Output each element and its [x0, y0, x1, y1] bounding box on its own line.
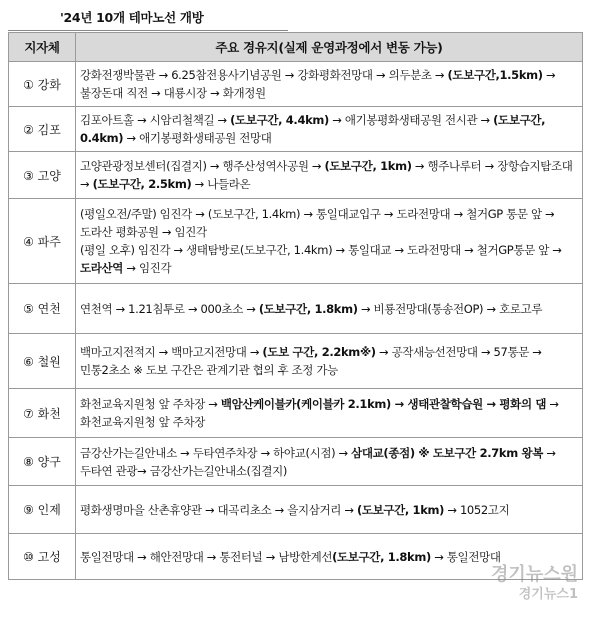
route-segment: 통일전망대 → 해안전망대 → 통전터널 → 남방한계선: [80, 549, 333, 564]
route-segment-walking: (도보구간,1.5km): [447, 68, 543, 82]
region-cell: ③ 고양: [9, 152, 76, 199]
route-segment: 고양관광정보센터(집결지) → 행주산성역사공원 →: [80, 159, 325, 173]
theme-route-table: [8, 32, 583, 580]
region-cell: ⑦ 화천: [9, 389, 76, 438]
route-segment: 평화생명마을 산촌휴양관 → 대곡리초소 → 을지삼거리 →: [80, 502, 357, 517]
route-line: [80, 205, 578, 241]
route-line: [80, 66, 578, 102]
route-segment: 금강산가는길안내소 → 두타연주차장 → 하야교(시점) →: [80, 445, 352, 460]
table-row: [9, 334, 583, 389]
route-cell: [76, 486, 583, 534]
table-header-row: [9, 33, 583, 62]
region-cell: ② 김포: [9, 107, 76, 152]
header-region: 지자체: [9, 33, 76, 62]
page-title: '24년 10개 테마노선 개방: [60, 10, 204, 25]
route-segment-walking: 삼대교(종점) ※ 도보구간 2.7km 왕복: [351, 445, 544, 460]
route-segment: (평일 오후) 임진각 → 생태탐방로(도보구간, 1.4km) → 통일대교 → 도라전망대 → 철거GP통문 앞 →: [80, 243, 562, 257]
region-cell: ⑧ 양구: [9, 438, 76, 486]
watermark: [491, 565, 578, 605]
route-segment: → 두타연 관광→ 금강산가는길안내소(집결지): [80, 445, 556, 478]
table-row: [9, 438, 583, 486]
route-segment-walking: (도보구간, 1km): [324, 159, 412, 173]
route-line: [80, 548, 578, 566]
route-segment-walking: (도보구간, 1km): [356, 502, 445, 517]
region-cell: ④ 파주: [9, 199, 76, 284]
route-cell: [76, 199, 583, 284]
route-segment: 김포아트홀 → 시암리철책길 →: [80, 113, 231, 127]
route-line: [80, 300, 578, 318]
route-segment: → 나들라온: [191, 177, 251, 191]
route-segment: → 통일전망대: [430, 549, 501, 564]
route-cell: [76, 152, 583, 199]
route-segment: →화천교육지원청 앞 주차장: [80, 397, 559, 429]
route-line: [80, 343, 578, 379]
route-cell: [76, 389, 583, 438]
table-row: [9, 284, 583, 334]
title-underline: [8, 30, 288, 31]
header-route: 주요 경유지(실제 운영과정에서 변동 가능): [76, 33, 583, 62]
watermark-line2: 경기뉴스1: [518, 587, 578, 602]
route-segment: → 불장돈대 직전 → 대룡시장 → 화개정원: [80, 68, 556, 100]
route-segment: 화천교육지원청 앞 주차장 →: [80, 397, 221, 411]
route-segment-walking: (도보구간, 1.8km): [258, 301, 358, 316]
route-segment-walking: 백암산케이블카(케이블카 2.1km) → 생태관찰학습원 → 평화의 댐: [220, 397, 547, 411]
route-line: [80, 157, 578, 193]
region-cell: ⑤ 연천: [9, 284, 76, 334]
table-row: [9, 62, 583, 107]
region-cell: ⑩ 고성: [9, 534, 76, 580]
route-segment: 연천역 → 1.21침투로 → 000초소 →: [80, 301, 259, 316]
table-row: [9, 389, 583, 438]
table-row: [9, 107, 583, 152]
route-segment-walking: (도보 구간, 2.2km※): [262, 345, 376, 359]
route-segment: 강화전쟁박물관 → 6.25참전용사기념공원 → 강화평화전망대 → 의두분초 →: [80, 68, 448, 82]
route-cell: [76, 284, 583, 334]
route-segment: → 공작새능선전망대 → 57통문 → 민통2초소 ※ 도보 구간은 관계기관 협의 후 조정 가능: [80, 345, 542, 377]
route-cell: [76, 334, 583, 389]
route-segment: → 애기봉평화생태공원 전시관 →: [328, 113, 494, 127]
route-segment: 백마고지전적지 → 백마고지전망대 →: [80, 345, 263, 359]
route-segment-walking: 도라산역: [80, 261, 124, 275]
route-segment-walking: (도보구간, 1.8km): [332, 549, 431, 564]
route-segment: → 임진각: [123, 261, 172, 275]
route-line: [80, 444, 578, 480]
route-segment-walking: (도보구간, 4.4km): [230, 113, 329, 127]
watermark-line1: 경기뉴스원: [491, 564, 578, 585]
table-row: [9, 486, 583, 534]
route-segment: → 애기봉평화생태공원 전망대: [123, 131, 272, 145]
route-line: [80, 395, 578, 431]
route-segment-walking: (도보구간, 2.5km): [92, 177, 192, 191]
route-line: [80, 241, 578, 277]
route-segment: → 비룡전망대(통송전OP) → 호로고루: [357, 301, 543, 316]
table-row: [9, 199, 583, 284]
route-segment: → 1052고지: [444, 502, 510, 517]
route-cell: [76, 107, 583, 152]
route-line: [80, 501, 578, 519]
route-segment: → 행주나루터 → 장항습지탐조대 →: [80, 159, 573, 191]
route-segment-walking: (도보구간, 0.4km): [80, 113, 546, 145]
route-cell: [76, 62, 583, 107]
region-cell: ① 강화: [9, 62, 76, 107]
region-cell: ⑥ 철원: [9, 334, 76, 389]
route-cell: [76, 438, 583, 486]
table-row: [9, 152, 583, 199]
route-segment: (평일오전/주말) 임진각 → (도보구간, 1.4km) → 통일대교입구 → 도라전망대 → 철거GP 통문 앞 → 도라산 평화공원 → 임진각: [80, 207, 555, 239]
route-line: [80, 111, 578, 147]
region-cell: ⑨ 인제: [9, 486, 76, 534]
